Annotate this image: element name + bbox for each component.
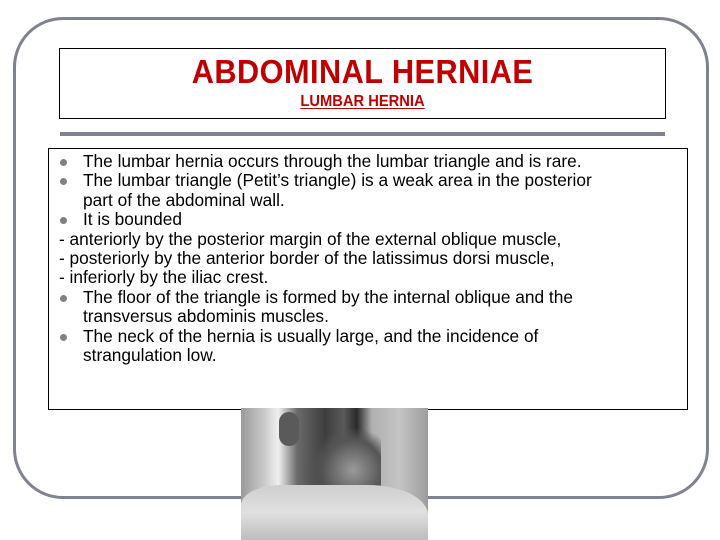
content-box [48,148,688,410]
list-item-text: part of the abdominal wall. [83,189,285,210]
photo-cloth [241,485,428,540]
list-item [49,327,687,366]
photo-hand [279,412,299,446]
bullet-icon [60,295,67,302]
list-item-text: strangulation low. [83,345,217,366]
sub-item: - inferiorly by the iliac crest. [59,267,269,288]
title-separator [60,132,665,136]
list-item-text: transversus abdominis muscles. [83,306,329,327]
bullet-icon [60,217,67,224]
sub-item: - anteriorly by the posterior margin of the external oblique muscle, [59,228,562,249]
content-list [49,152,687,365]
bullet-icon [60,334,67,341]
list-item-text: It is bounded [83,209,182,230]
title-box [59,48,666,119]
list-item-text: The lumbar triangle (Petit’s triangle) is a weak area in the posterior [83,170,592,191]
clinical-photo [241,408,428,540]
list-item [49,152,687,171]
list-item [49,171,687,210]
list-item-text: The floor of the triangle is formed by the internal oblique and the [83,286,573,307]
bullet-icon [60,159,67,166]
sub-item: - posteriorly by the anterior border of the latissimus dorsi muscle, [59,248,555,269]
slide-title: ABDOMINAL HERNIAE [191,53,534,90]
list-item [49,288,687,327]
list-item-text: The neck of the hernia is usually large, and the incidence of [83,325,539,346]
slide-subtitle: LUMBAR HERNIA [300,93,425,110]
list-item-text: The lumbar hernia occurs through the lumbar triangle and is rare. [83,151,582,171]
list-item [49,210,687,229]
bullet-icon [60,178,67,185]
